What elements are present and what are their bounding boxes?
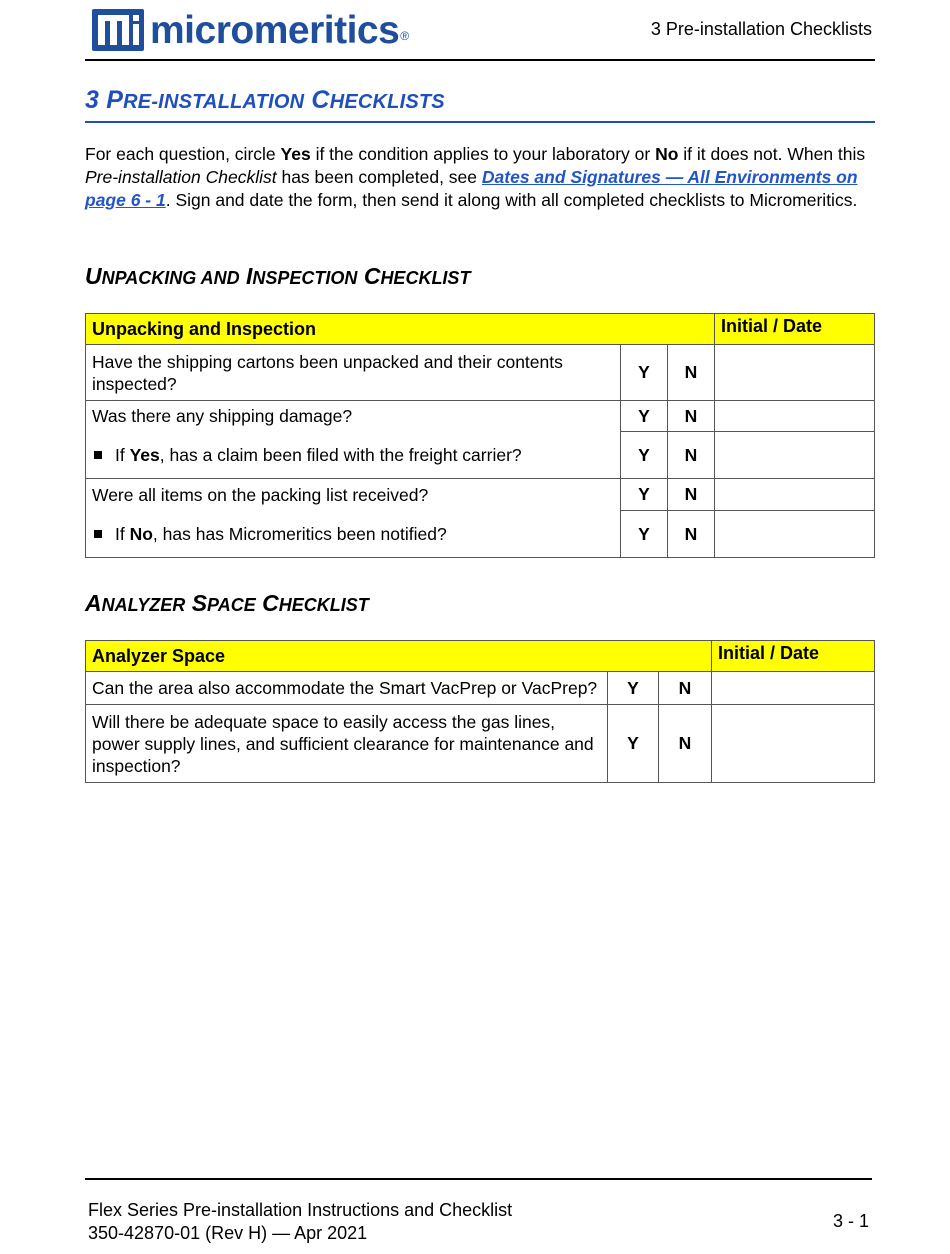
table-row xyxy=(86,511,875,558)
question-vacprep-space: Can the area also accommodate the Smart VacPrep or VacPrep? xyxy=(86,672,608,705)
no-option[interactable]: N xyxy=(668,511,715,558)
analyzer-header: Analyzer Space xyxy=(86,641,712,672)
table-row xyxy=(86,705,875,783)
table-row xyxy=(86,432,875,479)
running-header: 3 Pre-installation Checklists xyxy=(650,19,872,39)
question-items-received: Were all items on the packing list received? xyxy=(86,479,621,511)
question-notified: If No, has has Micromeritics been notified? xyxy=(86,511,621,558)
yes-option[interactable]: Y xyxy=(621,479,668,511)
initial-date-field[interactable] xyxy=(712,705,875,783)
question-claim-filed: If Yes, has a claim been filed with the freight carrier? xyxy=(86,432,621,479)
no-option[interactable]: N xyxy=(659,672,712,705)
footer-doc-number: 350-42870-01 (Rev H) — Apr 2021 xyxy=(88,1223,368,1243)
footer-document-info xyxy=(88,1199,512,1245)
initial-date-header: Initial / Date xyxy=(712,641,875,672)
header-divider xyxy=(85,59,875,61)
unpacking-checklist-table xyxy=(85,313,875,558)
bullet-square-icon xyxy=(94,451,102,459)
question-cartons-unpacked: Have the shipping cartons been unpacked and their contents inspected? xyxy=(86,345,621,401)
question-shipping-damage: Was there any shipping damage? xyxy=(86,401,621,432)
yes-option[interactable]: Y xyxy=(608,672,659,705)
chapter-title: 3 PRE-INSTALLATION CHECKLISTS xyxy=(85,86,445,114)
table-header-row xyxy=(86,641,875,672)
initial-date-field[interactable] xyxy=(715,345,875,401)
micromeritics-logo xyxy=(92,8,409,52)
analyzer-checklist-table xyxy=(85,640,875,783)
no-option[interactable]: N xyxy=(659,705,712,783)
yes-option[interactable]: Y xyxy=(621,432,668,479)
unpacking-section-title: UNPACKING AND INSPECTION CHECKLIST xyxy=(85,263,471,289)
no-option[interactable]: N xyxy=(668,479,715,511)
initial-date-field[interactable] xyxy=(715,432,875,479)
title-divider xyxy=(85,121,875,123)
yes-option[interactable]: Y xyxy=(621,345,668,401)
table-row xyxy=(86,479,875,511)
intro-paragraph: For each question, circle Yes if the condition applies to your laboratory or No if it does not. When this Pre-installation Checklist has been completed, see Dates and Signatures — All Environments on page 6 - 1. Sign and date the form, then send it along with all completed checklists to Micromeritics. xyxy=(85,144,866,210)
no-option[interactable]: N xyxy=(668,432,715,479)
table-header-row xyxy=(86,314,875,345)
table-row xyxy=(86,401,875,432)
no-option[interactable]: N xyxy=(668,401,715,432)
dates-signatures-link[interactable]: Dates and Signatures — All Environments on page 6 - 1 xyxy=(85,167,858,210)
yes-option[interactable]: Y xyxy=(608,705,659,783)
page-number: 3 - 1 xyxy=(832,1211,869,1231)
yes-option[interactable]: Y xyxy=(621,511,668,558)
registered-mark: ® xyxy=(400,29,410,43)
initial-date-field[interactable] xyxy=(715,511,875,558)
footer-doc-title: Flex Series Pre-installation Instructions and Checklist xyxy=(88,1200,513,1220)
question-adequate-space: Will there be adequate space to easily access the gas lines, power supply lines, and sufficient clearance for maintenance and inspection? xyxy=(86,705,608,783)
footer-divider xyxy=(85,1178,872,1180)
no-option[interactable]: N xyxy=(668,345,715,401)
unpacking-header: Unpacking and Inspection xyxy=(86,314,715,345)
logo-wordmark: micromeritics xyxy=(150,8,400,52)
micromeritics-logo-icon xyxy=(92,9,144,51)
yes-option[interactable]: Y xyxy=(621,401,668,432)
initial-date-header: Initial / Date xyxy=(715,314,875,345)
table-row xyxy=(86,672,875,705)
initial-date-field[interactable] xyxy=(715,479,875,511)
analyzer-section-title: ANALYZER SPACE CHECKLIST xyxy=(85,590,369,616)
table-row xyxy=(86,345,875,401)
initial-date-field[interactable] xyxy=(712,672,875,705)
initial-date-field[interactable] xyxy=(715,401,875,432)
bullet-square-icon xyxy=(94,530,102,538)
